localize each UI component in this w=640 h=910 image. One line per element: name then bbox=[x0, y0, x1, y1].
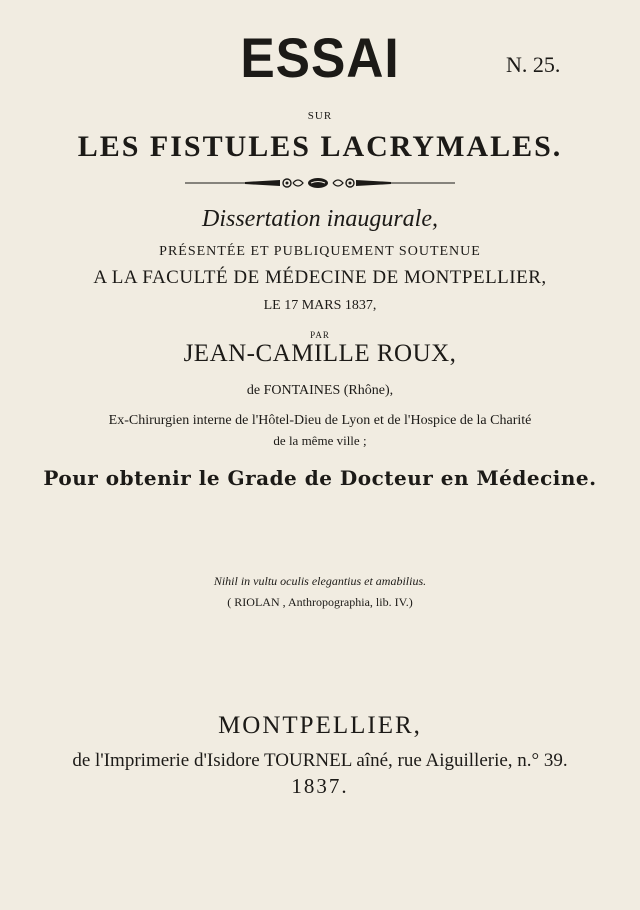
author-name: JEAN-CAMILLE ROUX, bbox=[183, 340, 457, 367]
title-subject: LES FISTULES LACRYMALES. bbox=[77, 130, 563, 163]
title-essai: ESSAI bbox=[240, 26, 400, 89]
ornamental-rule-icon bbox=[185, 176, 455, 190]
author-position: Ex-Chirurgien interne de l'Hôtel-Dieu de Lyon et de l'Hospice de la Charité bbox=[108, 413, 532, 428]
defense-date: LE 17 MARS 1837, bbox=[263, 298, 377, 313]
title-sur: SUR bbox=[307, 110, 333, 122]
epigraph-quote: Nihil in vultu oculis elegantius et amabilius. bbox=[213, 574, 427, 588]
thesis-number: N. 25. bbox=[506, 52, 561, 77]
presentation-line: PRÉSENTÉE ET PUBLIQUEMENT SOUTENUE bbox=[159, 244, 481, 259]
degree-line: Pour obtenir le Grade de Docteur en Médecine. bbox=[43, 466, 597, 490]
par-label: PAR bbox=[310, 330, 330, 340]
author-origin: de FONTAINES (Rhône), bbox=[246, 383, 394, 398]
imprint-printer: de l'Imprimerie d'Isidore TOURNEL aîné, rue Aiguillerie, n.° 39. bbox=[72, 750, 568, 771]
epigraph-source: ( RIOLAN , Anthropographia, lib. IV.) bbox=[227, 595, 413, 609]
author-position-continued: de la même ville ; bbox=[273, 433, 367, 448]
imprint-year: 1837. bbox=[291, 774, 349, 798]
dissertation-heading: Dissertation inaugurale, bbox=[201, 206, 438, 232]
faculty-line: A LA FACULTÉ DE MÉDECINE DE MONTPELLIER, bbox=[93, 267, 547, 288]
imprint-city: MONTPELLIER, bbox=[218, 712, 422, 739]
